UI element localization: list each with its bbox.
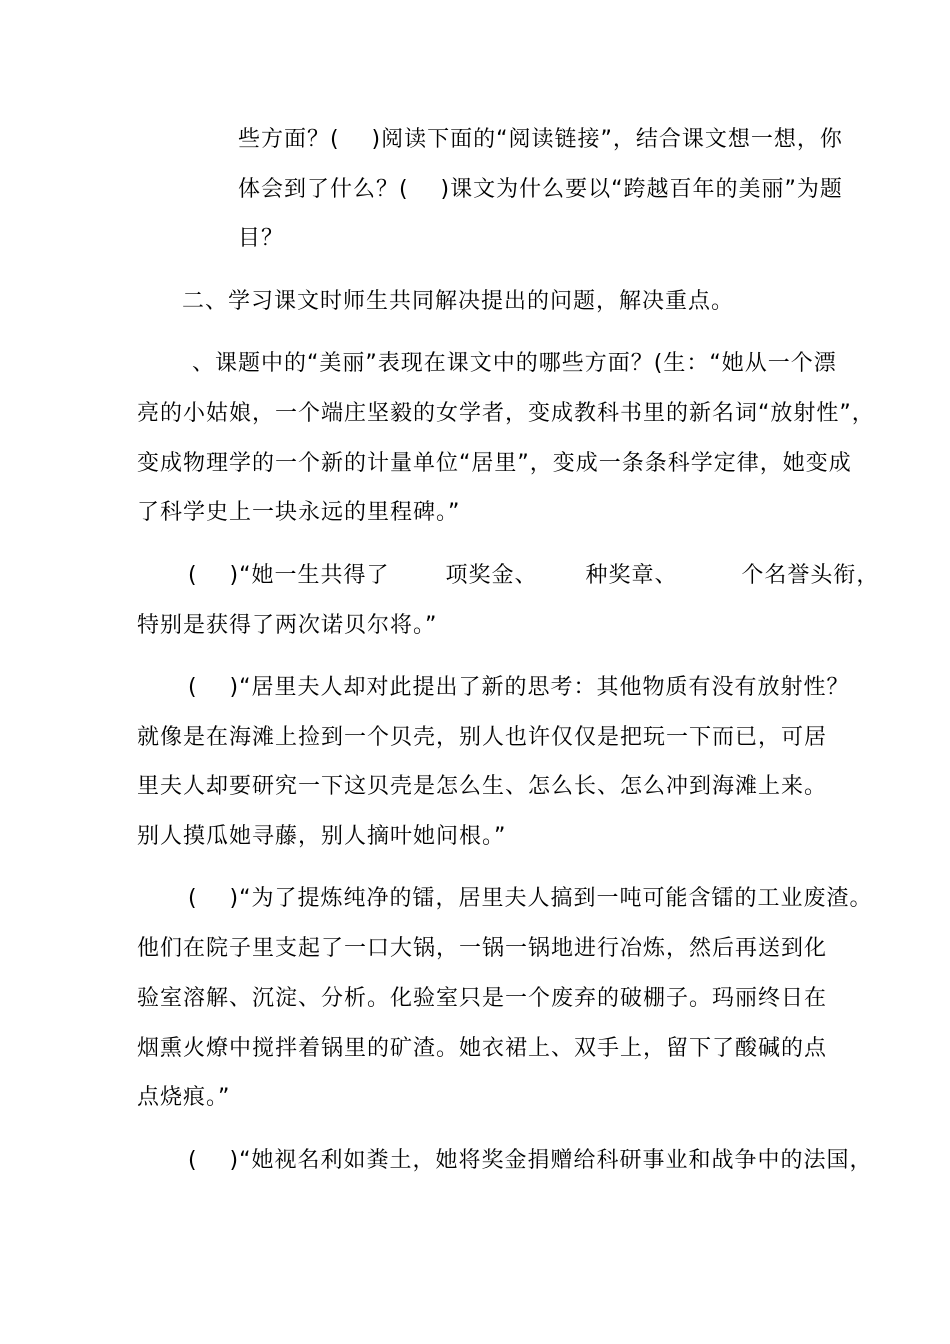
text-line: 体会到了什么？( )课文为什么要以“跨越百年的美丽”为题	[238, 177, 843, 202]
text-line: 里夫人却要研究一下这贝壳是怎么生、怎么长、怎么冲到海滩上来。	[137, 774, 828, 799]
text-line: 变成物理学的一个新的计量单位“居里”，变成一条条科学定律，她变成	[137, 451, 852, 476]
text-line: 亮的小姑娘，一个端庄坚毅的女学者，变成教科书里的新名词“放射性”，	[137, 401, 875, 426]
text-line: 别人摸瓜她寻藤，别人摘叶她问根。”	[137, 824, 507, 849]
text-line: ( )“居里夫人却对此提出了新的思考：其他物质有没有放射性？	[188, 675, 850, 700]
text-line: 目？	[238, 226, 285, 251]
text-line: ( )“她一生共得了 项奖金、 种奖章、 个名誉头衔，	[188, 563, 880, 588]
text-line: 就像是在海滩上捡到一个贝壳，别人也许仅仅是把玩一下而已，可居	[137, 725, 828, 750]
text-line: 些方面？( )阅读下面的“阅读链接”，结合课文想一想，你	[238, 127, 843, 152]
text-line: 验室溶解、沉淀、分析。化验室只是一个废弃的破棚子。玛丽终日在	[137, 986, 828, 1011]
text-line: 点烧痕。”	[137, 1085, 231, 1110]
text-line: 他们在院子里支起了一口大锅，一锅一锅地进行冶炼，然后再送到化	[137, 936, 828, 961]
section-heading: 二、学习课文时师生共同解决提出的问题，解决重点。	[182, 289, 735, 314]
text-line: 烟熏火燎中搅拌着锅里的矿渣。她衣裙上、双手上，留下了酸碱的点	[137, 1036, 828, 1061]
text-line: ( )“她视名利如粪土，她将奖金捐赠给科研事业和战争中的法国，	[188, 1148, 873, 1173]
text-line: 、课题中的“美丽”表现在课文中的哪些方面？(生：“她从一个漂	[192, 351, 837, 376]
text-line: 特别是获得了两次诺贝尔将。”	[137, 613, 438, 638]
text-line: ( )“为了提炼纯净的镭，居里夫人搞到一吨可能含镭的工业废渣。	[188, 886, 873, 911]
text-line: 了科学史上一块永远的里程碑。”	[137, 500, 461, 525]
